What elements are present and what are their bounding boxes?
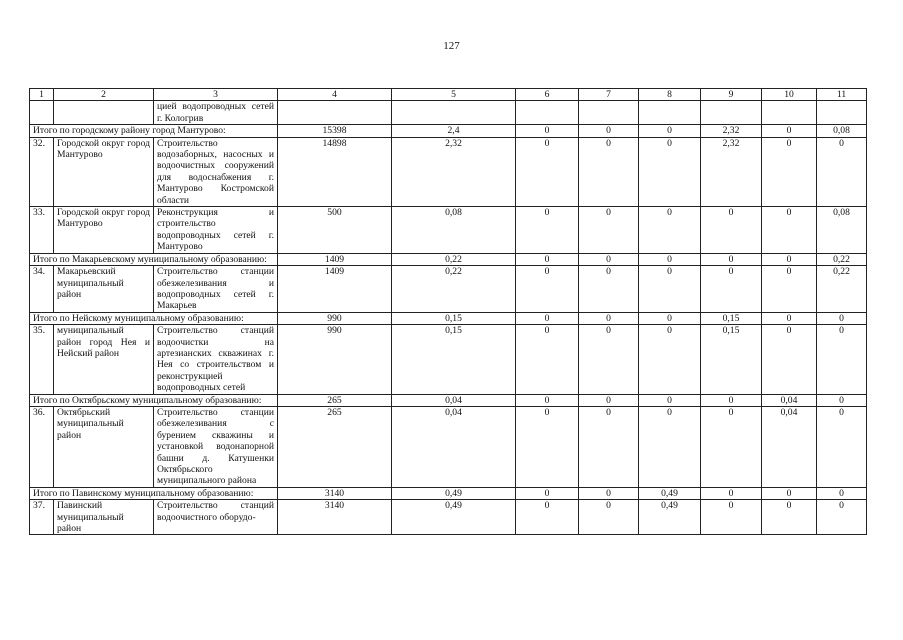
value-cell xyxy=(817,101,867,125)
value-cell: 0 xyxy=(762,253,817,265)
value-cell: 0 xyxy=(516,487,579,499)
municipality-cell: Октябрьский муниципальный район xyxy=(54,406,154,487)
project-cell: Строительство станций водоочистного оборудо- xyxy=(154,500,278,535)
header-cell: 10 xyxy=(762,89,817,101)
value-cell: 0 xyxy=(639,394,701,406)
value-cell: 0 xyxy=(579,207,639,254)
value-cell: 0 xyxy=(701,266,762,313)
project-cell: Строительство станции обезжелезивания и водопроводных сетей г. Макарьев xyxy=(154,266,278,313)
value-cell: 2,32 xyxy=(392,137,516,206)
value-cell: 990 xyxy=(278,312,392,324)
value-cell: 0 xyxy=(579,137,639,206)
value-cell: 0 xyxy=(817,487,867,499)
value-cell: 0,15 xyxy=(392,312,516,324)
municipality-cell xyxy=(54,101,154,125)
value-cell: 0,08 xyxy=(392,207,516,254)
value-cell: 2,4 xyxy=(392,125,516,137)
value-cell: 265 xyxy=(278,394,392,406)
page-number: 127 xyxy=(443,40,460,52)
municipality-cell: Городской округ город Мантурово xyxy=(54,137,154,206)
value-cell: 0 xyxy=(579,253,639,265)
value-cell: 0 xyxy=(516,394,579,406)
value-cell xyxy=(392,101,516,125)
value-cell: 0 xyxy=(701,394,762,406)
value-cell: 0 xyxy=(762,325,817,394)
value-cell: 265 xyxy=(278,406,392,487)
value-cell: 0 xyxy=(817,394,867,406)
value-cell: 0 xyxy=(639,125,701,137)
total-row xyxy=(30,487,867,499)
value-cell: 0 xyxy=(639,325,701,394)
value-cell: 0,22 xyxy=(392,253,516,265)
total-label: Итого по Нейскому муниципальному образованию: xyxy=(30,312,278,324)
value-cell: 3140 xyxy=(278,487,392,499)
total-row xyxy=(30,394,867,406)
value-cell: 0 xyxy=(639,266,701,313)
table-row xyxy=(30,325,867,394)
table-row xyxy=(30,137,867,206)
value-cell: 0,22 xyxy=(817,253,867,265)
value-cell: 0 xyxy=(639,137,701,206)
value-cell: 0,15 xyxy=(392,325,516,394)
value-cell: 0 xyxy=(579,266,639,313)
total-row xyxy=(30,312,867,324)
value-cell xyxy=(579,101,639,125)
municipality-cell: Макарьевский муниципальный район xyxy=(54,266,154,313)
value-cell: 0,15 xyxy=(701,325,762,394)
header-cell: 8 xyxy=(639,89,701,101)
header-cell: 5 xyxy=(392,89,516,101)
project-cell: цией водопроводных сетей г. Кологрив xyxy=(154,101,278,125)
row-number: 37. xyxy=(30,500,54,535)
value-cell: 0,49 xyxy=(639,500,701,535)
value-cell: 0 xyxy=(579,500,639,535)
value-cell: 0,15 xyxy=(701,312,762,324)
value-cell: 15398 xyxy=(278,125,392,137)
value-cell: 0,49 xyxy=(392,487,516,499)
value-cell: 2,32 xyxy=(701,137,762,206)
value-cell: 0,04 xyxy=(762,406,817,487)
value-cell: 0 xyxy=(516,312,579,324)
value-cell xyxy=(516,101,579,125)
value-cell: 0,04 xyxy=(762,394,817,406)
value-cell: 0 xyxy=(701,500,762,535)
row-number: 36. xyxy=(30,406,54,487)
value-cell: 0 xyxy=(516,125,579,137)
value-cell: 0 xyxy=(762,487,817,499)
value-cell: 0 xyxy=(762,312,817,324)
project-cell: Реконструкция и строительство водопроводных сетей г. Мантурово xyxy=(154,207,278,254)
header-cell: 3 xyxy=(154,89,278,101)
municipality-cell: Павинский муниципальный район xyxy=(54,500,154,535)
value-cell: 990 xyxy=(278,325,392,394)
value-cell: 0,49 xyxy=(392,500,516,535)
value-cell: 0 xyxy=(762,266,817,313)
municipality-cell: Городской округ город Мантурово xyxy=(54,207,154,254)
value-cell: 0 xyxy=(516,137,579,206)
table-row xyxy=(30,266,867,313)
value-cell: 0 xyxy=(639,312,701,324)
project-cell: Строительство станций водоочистки на артезианских скважинах г. Нея со строительством и реконструкцией водопроводных сетей xyxy=(154,325,278,394)
total-row xyxy=(30,125,867,137)
value-cell: 0 xyxy=(701,253,762,265)
value-cell: 0 xyxy=(762,137,817,206)
total-label: Итого по Макарьевскому муниципальному образованию: xyxy=(30,253,278,265)
value-cell: 0 xyxy=(639,253,701,265)
value-cell: 0 xyxy=(516,207,579,254)
value-cell xyxy=(639,101,701,125)
municipality-cell: муниципальный район город Нея и Нейский район xyxy=(54,325,154,394)
value-cell: 0,22 xyxy=(392,266,516,313)
header-cell: 4 xyxy=(278,89,392,101)
value-cell: 0 xyxy=(579,325,639,394)
table-row xyxy=(30,406,867,487)
value-cell: 0 xyxy=(516,406,579,487)
table-row xyxy=(30,500,867,535)
value-cell: 0,04 xyxy=(392,394,516,406)
value-cell xyxy=(278,101,392,125)
continuation-row xyxy=(30,101,867,125)
value-cell: 0 xyxy=(639,207,701,254)
header-cell: 1 xyxy=(30,89,54,101)
row-number xyxy=(30,101,54,125)
row-number: 32. xyxy=(30,137,54,206)
data-table xyxy=(29,88,867,535)
project-cell: Строительство водозаборных, насосных и водоочистных сооружений для водоснабжения г. Мантурово Костромской области xyxy=(154,137,278,206)
value-cell xyxy=(701,101,762,125)
value-cell: 0 xyxy=(762,500,817,535)
table-row xyxy=(30,207,867,254)
value-cell: 3140 xyxy=(278,500,392,535)
value-cell: 0 xyxy=(817,500,867,535)
header-cell: 11 xyxy=(817,89,867,101)
value-cell: 0 xyxy=(516,253,579,265)
value-cell: 0,04 xyxy=(392,406,516,487)
value-cell: 0,22 xyxy=(817,266,867,313)
value-cell: 0 xyxy=(817,312,867,324)
value-cell: 0 xyxy=(817,406,867,487)
total-label: Итого по городскому району город Мантурово: xyxy=(30,125,278,137)
value-cell: 0 xyxy=(516,266,579,313)
value-cell: 0 xyxy=(701,406,762,487)
row-number: 35. xyxy=(30,325,54,394)
value-cell: 0,08 xyxy=(817,207,867,254)
total-row xyxy=(30,253,867,265)
header-cell: 7 xyxy=(579,89,639,101)
value-cell: 0 xyxy=(516,325,579,394)
value-cell: 14898 xyxy=(278,137,392,206)
value-cell: 0 xyxy=(516,500,579,535)
value-cell: 0,08 xyxy=(817,125,867,137)
value-cell: 0 xyxy=(701,207,762,254)
row-number: 33. xyxy=(30,207,54,254)
value-cell: 0 xyxy=(817,137,867,206)
value-cell xyxy=(762,101,817,125)
header-cell: 9 xyxy=(701,89,762,101)
value-cell: 500 xyxy=(278,207,392,254)
value-cell: 0 xyxy=(579,487,639,499)
value-cell: 0 xyxy=(579,406,639,487)
value-cell: 0 xyxy=(762,207,817,254)
value-cell: 0,49 xyxy=(639,487,701,499)
value-cell: 0 xyxy=(701,487,762,499)
value-cell: 0 xyxy=(817,325,867,394)
value-cell: 1409 xyxy=(278,266,392,313)
project-cell: Строительство станции обезжелезивания с бурением скважины и установкой водонапорной башни д. Катушенки Октябрьского муниципального района xyxy=(154,406,278,487)
value-cell: 0 xyxy=(579,394,639,406)
header-cell: 2 xyxy=(54,89,154,101)
value-cell: 0 xyxy=(639,406,701,487)
value-cell: 2,32 xyxy=(701,125,762,137)
header-row xyxy=(30,89,867,101)
value-cell: 0 xyxy=(579,312,639,324)
value-cell: 1409 xyxy=(278,253,392,265)
value-cell: 0 xyxy=(762,125,817,137)
total-label: Итого по Октябрьскому муниципальному образованию: xyxy=(30,394,278,406)
row-number: 34. xyxy=(30,266,54,313)
value-cell: 0 xyxy=(579,125,639,137)
total-label: Итого по Павинскому муниципальному образованию: xyxy=(30,487,278,499)
header-cell: 6 xyxy=(516,89,579,101)
